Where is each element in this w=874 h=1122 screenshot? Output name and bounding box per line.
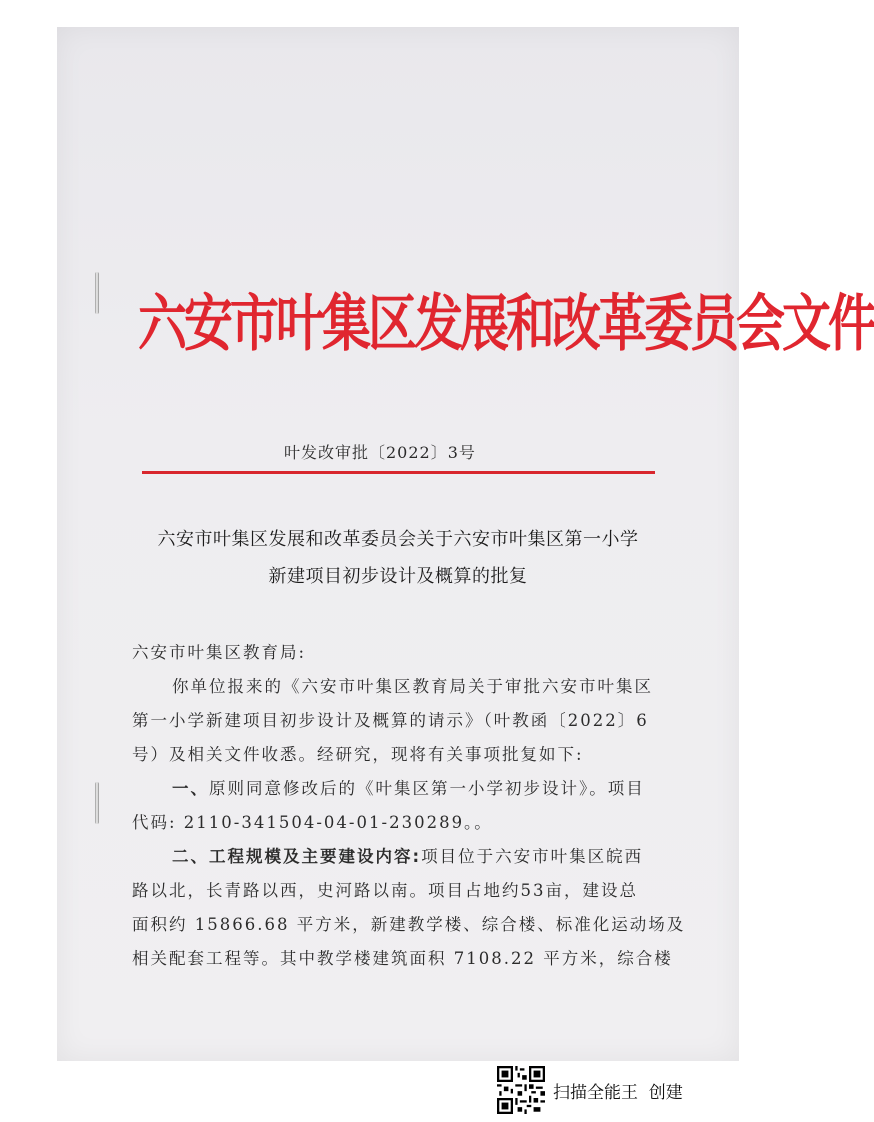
document-number: 叶发改审批〔2022〕3号: [284, 443, 476, 462]
section-one-line: [172, 775, 645, 799]
body-line: 第一小学新建项目初步设计及概算的请示》（叶教函〔2022〕6: [132, 711, 649, 730]
salutation: 六安市叶集区教育局:: [132, 643, 307, 662]
body-line: 相关配套工程等。其中教学楼建筑面积 7108.22 平方米，综合楼: [132, 949, 673, 968]
staple-bottom: [95, 782, 99, 824]
section-two-line: [172, 843, 643, 867]
section-one-head: 一、: [172, 779, 209, 798]
section-two-head: 二、工程规模及主要建设内容:: [172, 847, 422, 866]
section-one-text: 原则同意修改后的《叶集区第一小学初步设计》。项目: [209, 779, 645, 798]
qr-code-icon: [497, 1066, 545, 1114]
section-two-text: 项目位于六安市叶集区皖西: [421, 847, 644, 866]
scanner-brand-text: 扫描全能王 创建: [553, 1082, 683, 1103]
scanner-watermark: [497, 1066, 683, 1114]
body-line: 面积约 15866.68 平方米，新建教学楼、综合楼、标准化运动场及: [132, 915, 686, 934]
body-line: 路以北，长青路以西，史河路以南。项目占地约53亩，建设总: [132, 881, 638, 900]
document-title-line-2: 新建项目初步设计及概算的批复: [268, 566, 528, 587]
document-masthead: 六安市叶集区发展和改革委员会文件: [138, 286, 874, 360]
document-title-line-1: 六安市叶集区发展和改革委员会关于六安市叶集区第一小学: [157, 529, 639, 550]
red-divider-rule: [142, 471, 655, 474]
staple-top: [95, 272, 99, 314]
body-line: 代码: 2110-341504-04-01-230289。。: [132, 813, 493, 832]
body-line: 号）及相关文件收悉。经研究，现将有关事项批复如下:: [132, 745, 584, 764]
body-line: 你单位报来的《六安市叶集区教育局关于审批六安市叶集区: [172, 677, 653, 696]
